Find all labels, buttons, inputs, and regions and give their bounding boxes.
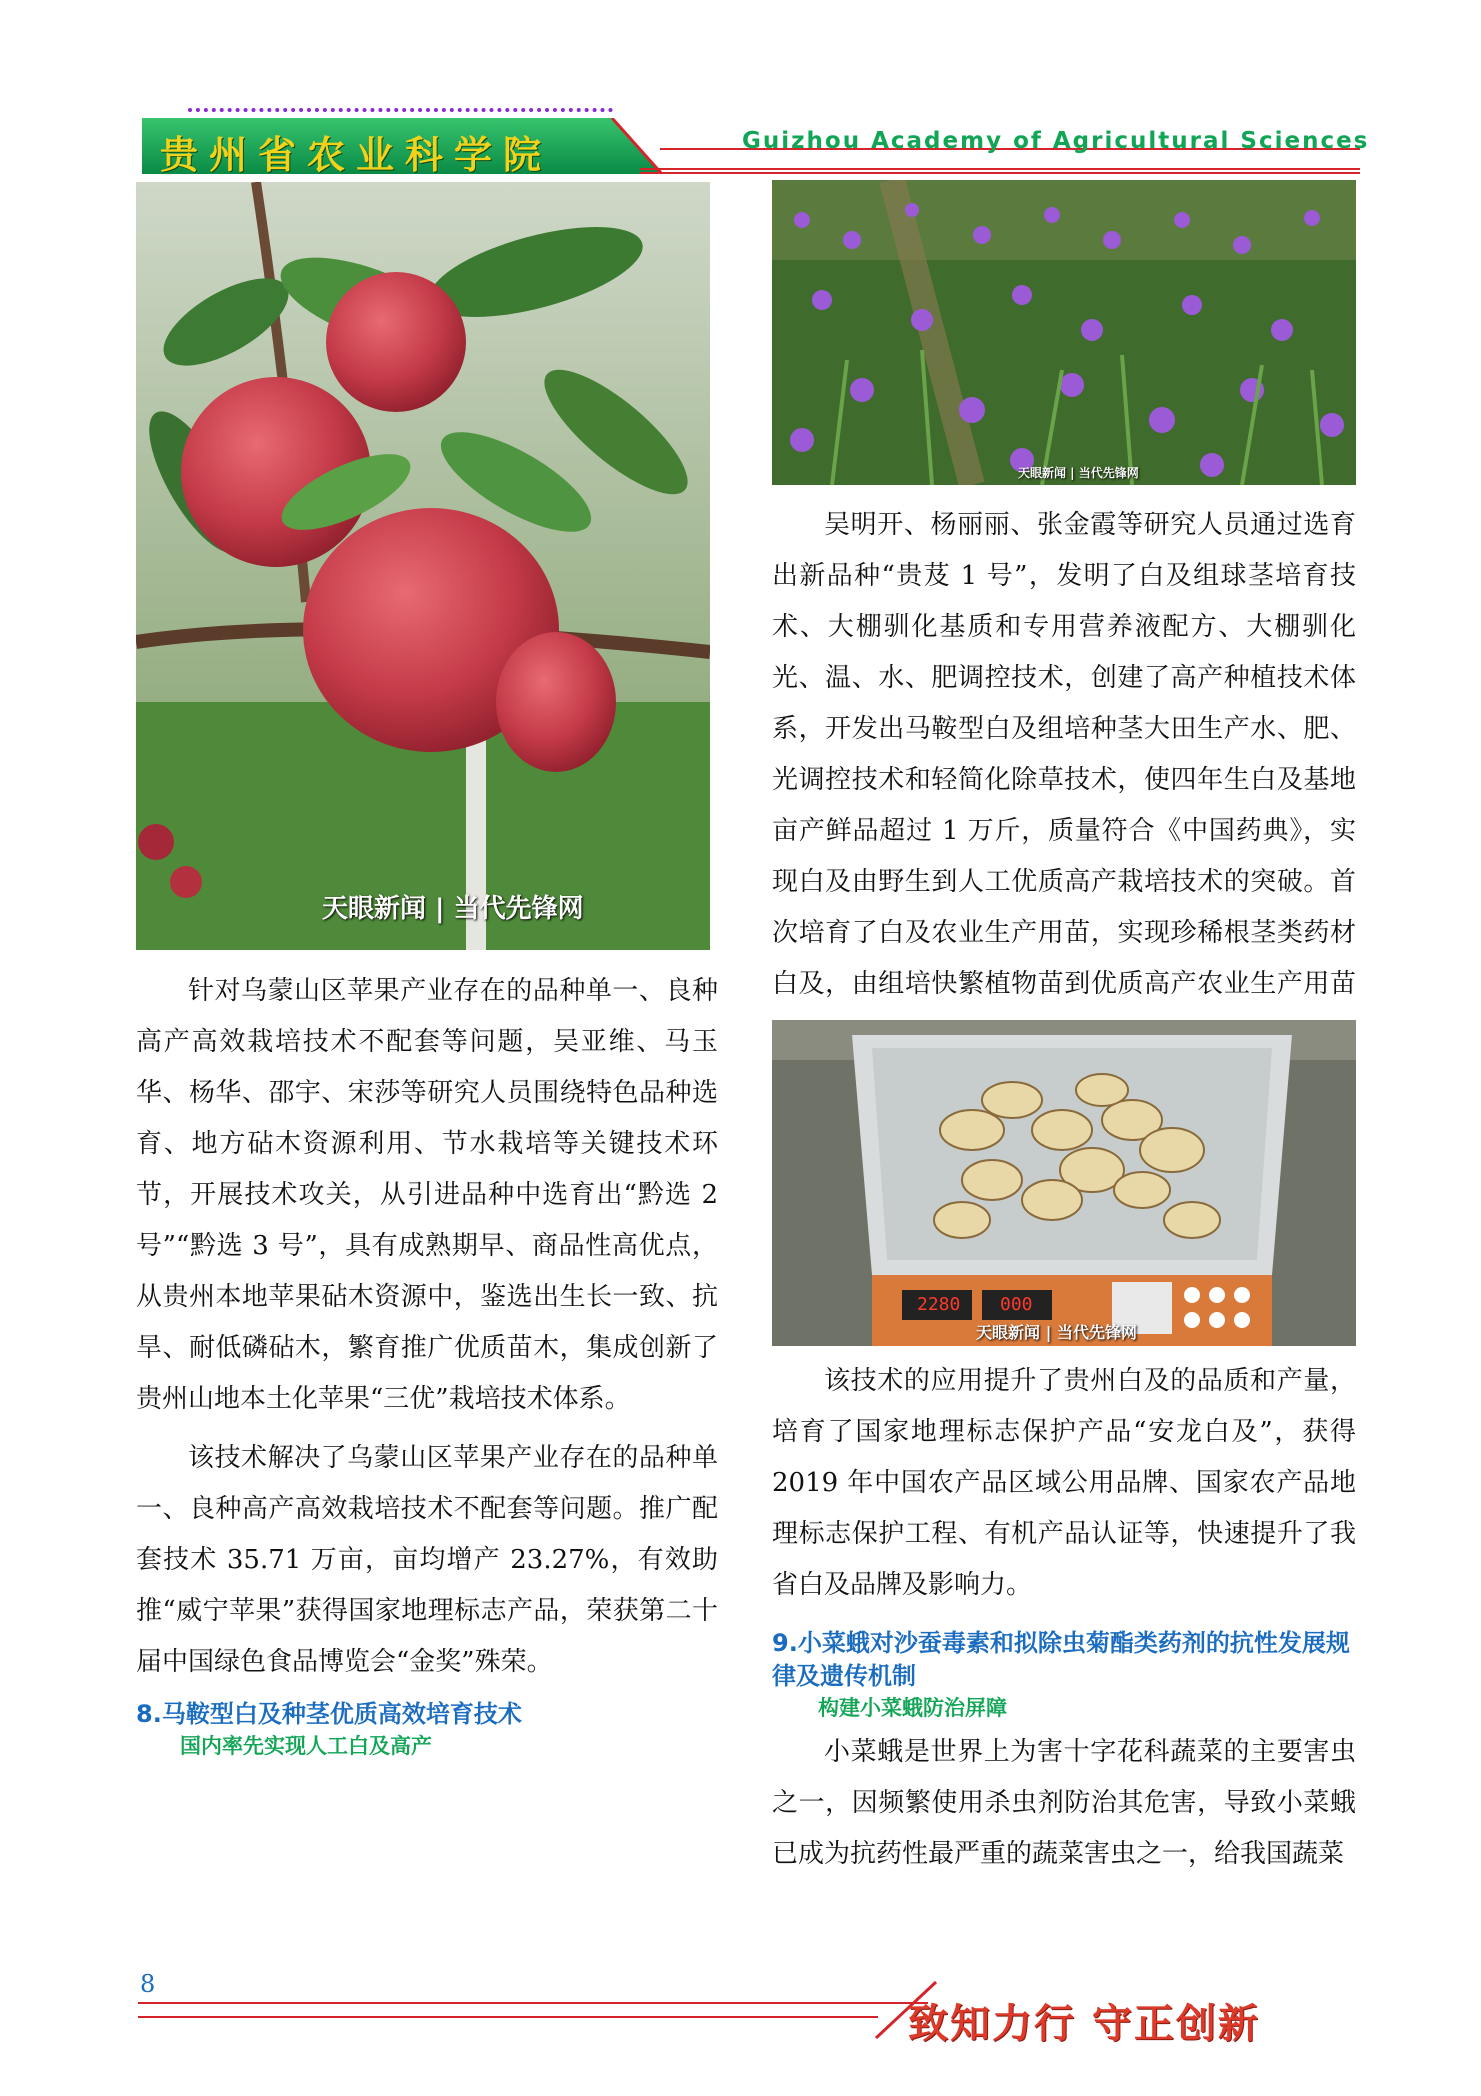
footer-rule-top [138,2002,928,2004]
apple-photo [136,182,710,950]
left-paragraph-2: 该技术解决了乌蒙山区苹果产业存在的品种单一、良种高产高效栽培技术不配套等问题。推广配套技术 35.71 万亩，亩均增产 23.27%，有效助推“威宁苹果”获得国家地理标志产品，荣获第二十届中国绿色食品博览会“金奖”殊荣。 [136,1443,718,1677]
section-8-title: 8.马鞍型白及种茎优质高效培育技术 [136,1700,522,1728]
scale-display-price: 000 [1000,1294,1033,1315]
header-dotted-rule [188,108,613,112]
apple-photo-watermark: 天眼新闻 | 当代先锋网 [322,894,584,924]
right-paragraph-2: 该技术的应用提升了贵州白及的品质和产量，培育了国家地理标志保护产品“安龙白及”，获得 2019 年中国农产品区域公用品牌、国家农产品地理标志保护工程、有机产品认证等，快速提升了我省白及品牌及影响力。 [772,1366,1356,1600]
bletilla-tuber-scale-photo [772,1020,1356,1346]
right-paragraph-3: 小菜蛾是世界上为害十字花科蔬菜的主要害虫之一，因频繁使用杀虫剂防治其危害，导致小菜蛾已成为抗药性最严重的蔬菜害虫之一，给我国蔬菜 [772,1737,1356,1869]
header-title-cn: 贵州省农业科学院 [160,133,553,177]
page-number: 8 [140,1970,156,1998]
header-title-en: Guizhou Academy of Agricultural Sciences [742,128,1370,154]
left-text-block [136,966,718,1761]
bletilla-field-photo-watermark: 天眼新闻 | 当代先锋网 [1018,466,1139,480]
right-paragraph-1: 吴明开、杨丽丽、张金霞等研究人员通过选育出新品种“贵芨 1 号”，发明了白及组球茎培育技术、大棚驯化基质和专用营养液配方、大棚驯化光、温、水、肥调控技术，创建了高产种植技术体系，开发出马鞍型白及组培种茎大田生产水、肥、光调控技术和轻简化除草技术，使四年生白及基地亩产鲜品超过 1 万斤，质量符合《中国药典》，实现白及由野生到人工优质高产栽培技术的突破。首次培育了白及农业生产用苗，实现珍稀根茎类药材白及，由组培快繁植物苗到优质高产农业生产用苗 [772,510,1356,999]
scale-display-weight: 2280 [917,1294,961,1315]
footer-rule-bottom [138,2016,878,2018]
header-rule-double [640,168,1360,174]
left-paragraph-1: 针对乌蒙山区苹果产业存在的品种单一、良种高产高效栽培技术不配套等问题，吴亚维、马玉华、杨华、邵宇、宋莎等研究人员围绕特色品种选育、地方砧木资源利用、节水栽培等关键技术环节，开展技术攻关，从引进品种中选育出“黔选 2 号”“黔选 3 号”，具有成熟期早、商品性高优点，从贵州本地苹果砧木资源中，鉴选出生长一致、抗旱、耐低磷砧木，繁育推广优质苗木，集成创新了贵州山地本土化苹果“三优”栽培技术体系。 [136,976,718,1414]
footer-slogan: 致知力行 守正创新 [908,2000,1260,2047]
bletilla-tuber-photo-watermark: 天眼新闻 | 当代先锋网 [976,1323,1137,1342]
section-9-subtitle: 构建小菜蛾防治屏障 [818,1696,1007,1720]
bletilla-field-photo [772,180,1356,485]
right-text-block-1 [772,500,1356,1061]
section-9-title: 9.小菜蛾对沙蚕毒素和拟除虫菊酯类药剂的抗性发展规律及遗传机制 [772,1629,1350,1690]
section-8-subtitle: 国内率先实现人工白及高产 [180,1734,432,1758]
right-text-block-2 [772,1356,1356,1880]
